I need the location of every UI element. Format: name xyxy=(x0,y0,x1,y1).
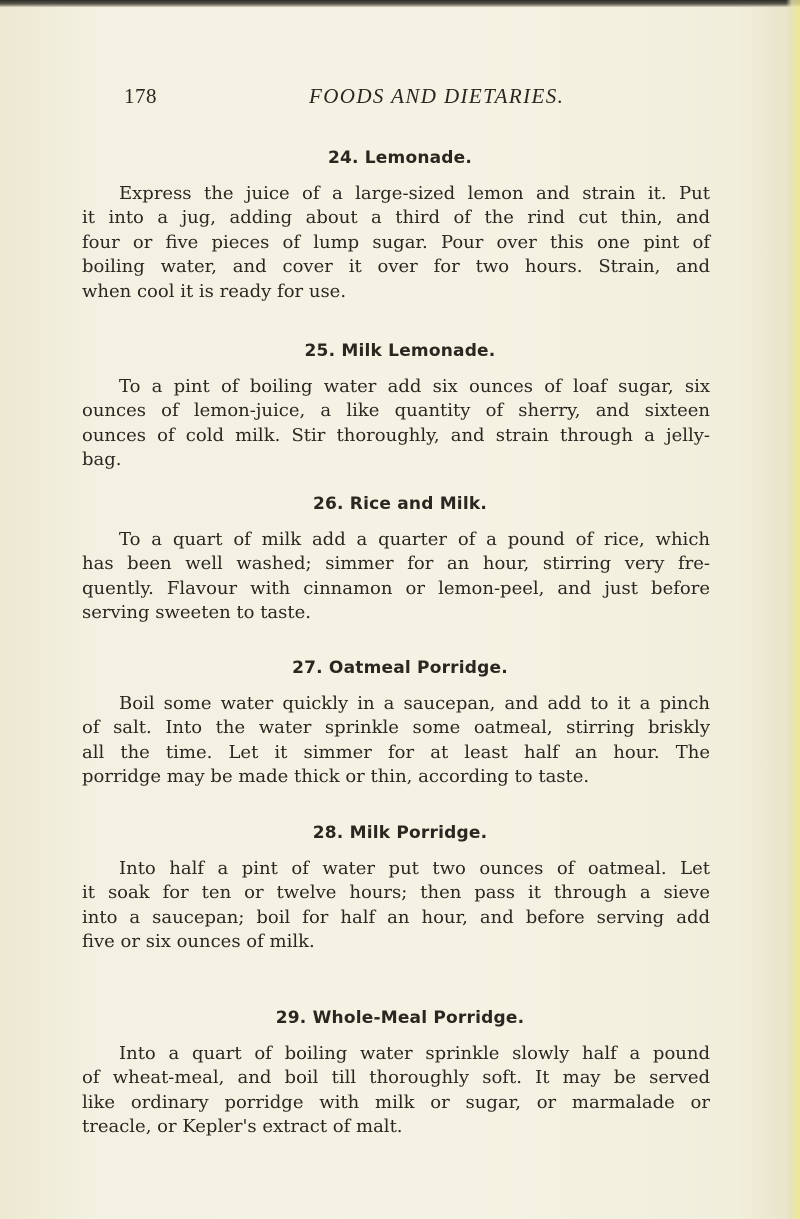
recipe-line: Into half a pint of water put two ounces of oatmeal. Let xyxy=(119,858,710,879)
recipe-line: treacle, or Kepler's extract of malt. xyxy=(82,1116,403,1138)
recipe-heading-28: 28. Milk Porridge. xyxy=(312,823,488,843)
running-title: FOODS AND DIETARIES. xyxy=(309,84,565,108)
recipe-line: Into a quart of boiling water sprinkle slowly half a pound xyxy=(119,1043,710,1064)
recipe-line: ounces of cold milk. Stir thoroughly, and strain through a jelly- xyxy=(82,424,710,446)
recipe-heading-26: 26. Rice and Milk. xyxy=(312,494,488,514)
recipe-line: Express the juice of a large-sized lemon and strain it. Put xyxy=(119,183,710,204)
recipe-line: To a pint of boiling water add six ounces of loaf sugar, six xyxy=(119,376,710,397)
recipe-line: ounces of lemon-juice, a like quantity of sherry, and sixteen xyxy=(82,400,710,422)
recipe-line: of salt. Into the water sprinkle some oatmeal, stirring briskly xyxy=(82,717,710,739)
recipe-heading-27: 27. Oatmeal Porridge. xyxy=(292,658,508,678)
recipe-line: serving sweeten to taste. xyxy=(82,602,312,624)
recipe-line: To a quart of milk add a quarter of a pound of rice, which xyxy=(119,529,710,550)
recipe-body-24 xyxy=(82,182,710,304)
recipe-line: porridge may be made thick or thin, according to taste. xyxy=(82,766,590,788)
recipe-line: quently. Flavour with cinnamon or lemon-peel, and just before xyxy=(82,577,710,599)
recipe-heading-25: 25. Milk Lemonade. xyxy=(304,341,496,361)
page-top-edge xyxy=(0,0,800,7)
recipe-line: has been well washed; simmer for an hour, stirring very fre- xyxy=(82,553,710,575)
recipe-line: bag. xyxy=(82,449,122,471)
recipe-line: all the time. Let it simmer for at least half an hour. The xyxy=(82,741,710,763)
recipe-line: when cool it is ready for use. xyxy=(82,280,347,302)
recipe-line: five or six ounces of milk. xyxy=(82,931,315,953)
recipe-line: like ordinary porridge with milk or sugar, or marmalade or xyxy=(82,1091,710,1113)
recipe-line: it into a jug, adding about a third of the rind cut thin, and xyxy=(82,207,710,229)
recipe-line: boiling water, and cover it over for two hours. Strain, and xyxy=(82,256,710,278)
recipe-body-26 xyxy=(82,528,710,626)
recipe-line: of wheat-meal, and boil till thoroughly soft. It may be served xyxy=(82,1067,710,1089)
recipe-body-28 xyxy=(82,857,710,955)
recipe-line: Boil some water quickly in a saucepan, and add to it a pinch xyxy=(119,693,710,714)
recipe-line: it soak for ten or twelve hours; then pass it through a sieve xyxy=(82,882,710,904)
recipe-body-25 xyxy=(82,375,710,473)
page-number: 178 xyxy=(124,84,157,108)
running-header xyxy=(124,84,584,114)
recipe-line: four or five pieces of lump sugar. Pour over this one pint of xyxy=(82,231,710,253)
recipe-body-29 xyxy=(82,1042,710,1140)
page-right-edge xyxy=(786,0,800,1219)
recipe-line: into a saucepan; boil for half an hour, and before serving add xyxy=(82,906,710,928)
recipe-heading-24: 24. Lemonade. xyxy=(327,148,473,168)
recipe-body-27 xyxy=(82,692,710,790)
recipe-heading-29: 29. Whole-Meal Porridge. xyxy=(275,1008,525,1028)
